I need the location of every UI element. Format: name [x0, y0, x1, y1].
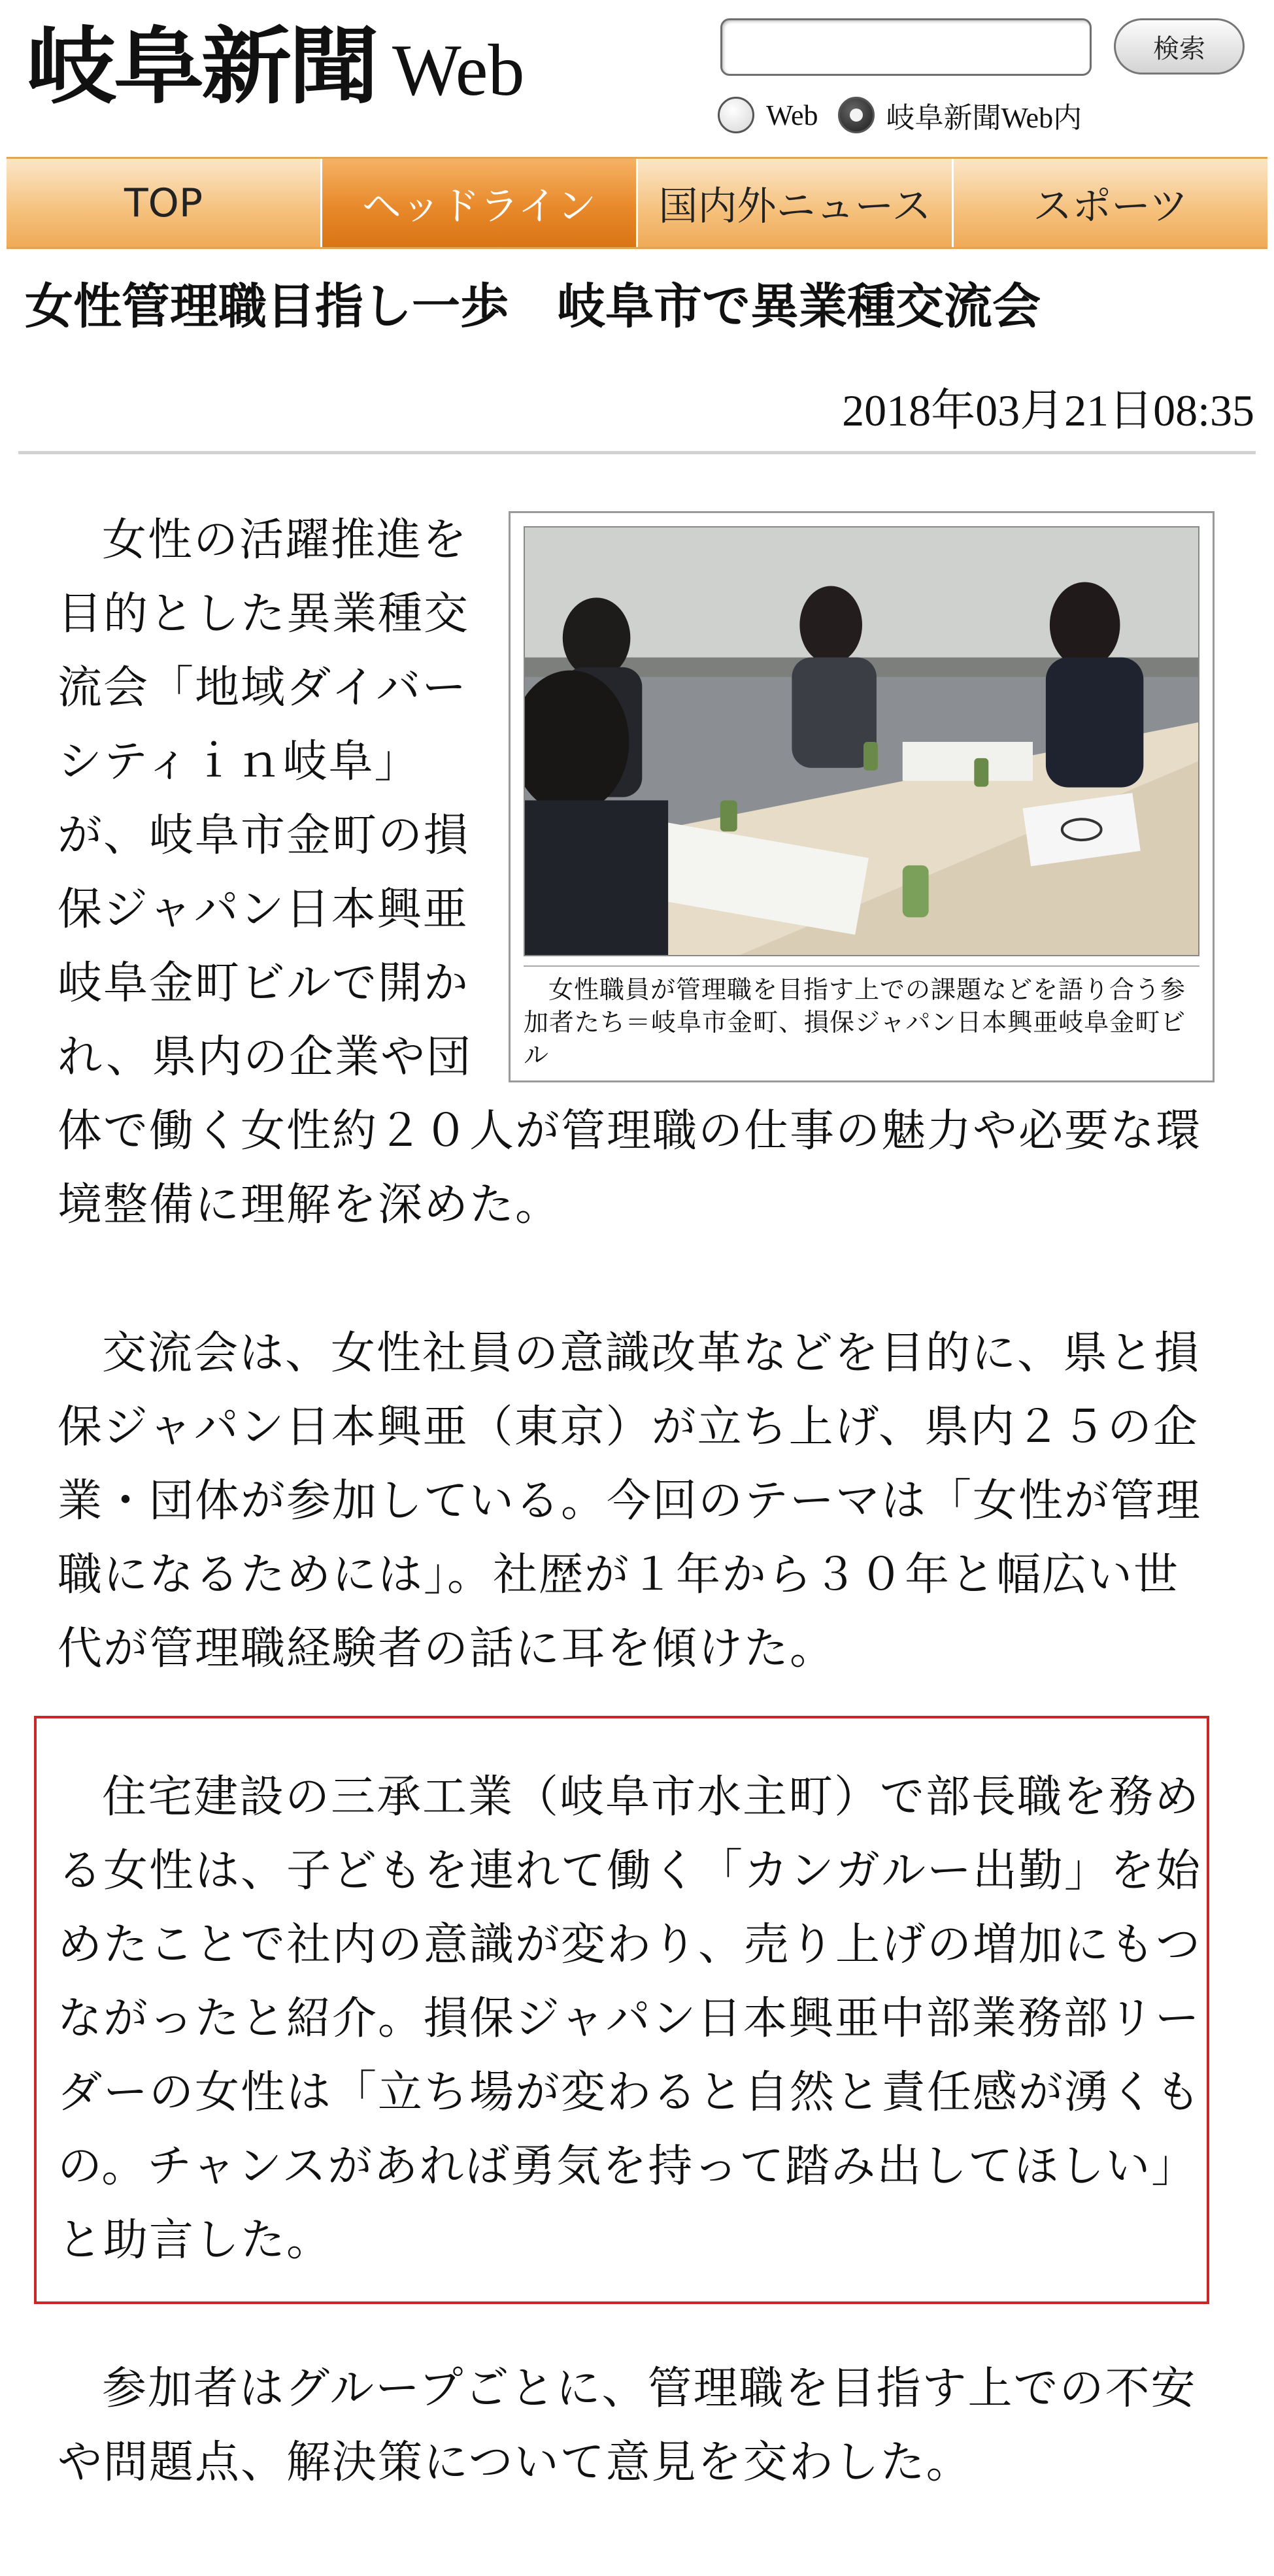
search-button[interactable]: 検索 — [1114, 18, 1245, 75]
nav-top[interactable]: TOP — [7, 159, 322, 247]
main-nav — [7, 157, 1267, 249]
radio-site[interactable] — [838, 97, 875, 133]
photo-caption: 女性職員が管理職を目指す上での課題などを語り合う参加者たち＝岐阜市金町、損保ジャパン日本興亜岐阜金町ビル — [524, 965, 1199, 1071]
article-photo-figure — [509, 511, 1215, 1082]
nav-headline[interactable]: ヘッドライン — [322, 159, 638, 247]
article-body — [58, 503, 1215, 2574]
paragraph-4: 参加者はグループごとに、管理職を目指す上での不安や問題点、解決策について意見を交わした。 — [58, 2363, 1197, 2488]
logo-kanji: 岐阜新聞 — [26, 18, 377, 116]
search-input[interactable] — [720, 18, 1092, 76]
radio-site-label: 岐阜新聞Web内 — [886, 102, 1082, 134]
nav-world-news[interactable]: 国内外ニュース — [638, 159, 954, 247]
nav-sports[interactable]: スポーツ — [1033, 183, 1188, 229]
logo-web: Web — [392, 30, 525, 111]
article-date: 2018年03月21日08:35 — [842, 386, 1254, 435]
article-headline: 女性管理職目指し一歩 岐阜市で異業種交流会 — [25, 278, 1041, 335]
paragraph-3: 住宅建設の三承工業（岐阜市水主町）で部長職を務める女性は、子どもを連れて働く「カンガルー出勤」を始めたことで社内の意識が変わり、売り上げの増加にもつながったと紹介。損保ジャパン日本興亜中部業務部リーダーの女性は「立ち場が変わると自然と責任感が湧くもの。チャンスがあれば勇気を持って踏み出してほしい」と助言した。 — [58, 1771, 1202, 2266]
radio-web-label: Web — [766, 99, 818, 131]
site-logo[interactable] — [26, 12, 524, 116]
paragraph-1: 女性の活躍推進を目的とした異業種交流会「地域ダイバーシティｉｎ岐阜」が、岐阜市金町の損保ジャパン日本興亜岐阜金町ビルで開かれ、県内の企業や団体で働く女性約２０人が管理職の仕事の魅力や必要な環境整備に理解を深めた。 — [58, 514, 1202, 1231]
article-photo — [524, 526, 1199, 956]
divider — [18, 451, 1256, 454]
paragraph-2: 交流会は、女性社員の意識改革などを目的に、県と損保ジャパン日本興亜（東京）が立ち上げ、県内２５の企業・団体が参加している。今回のテーマは「女性が管理職になるためには」。社歴が１年から３０年と幅広い世代が管理職経験者の話に耳を傾けた。 — [58, 1328, 1202, 1675]
search-scope — [718, 92, 1082, 139]
radio-web[interactable] — [718, 97, 754, 133]
